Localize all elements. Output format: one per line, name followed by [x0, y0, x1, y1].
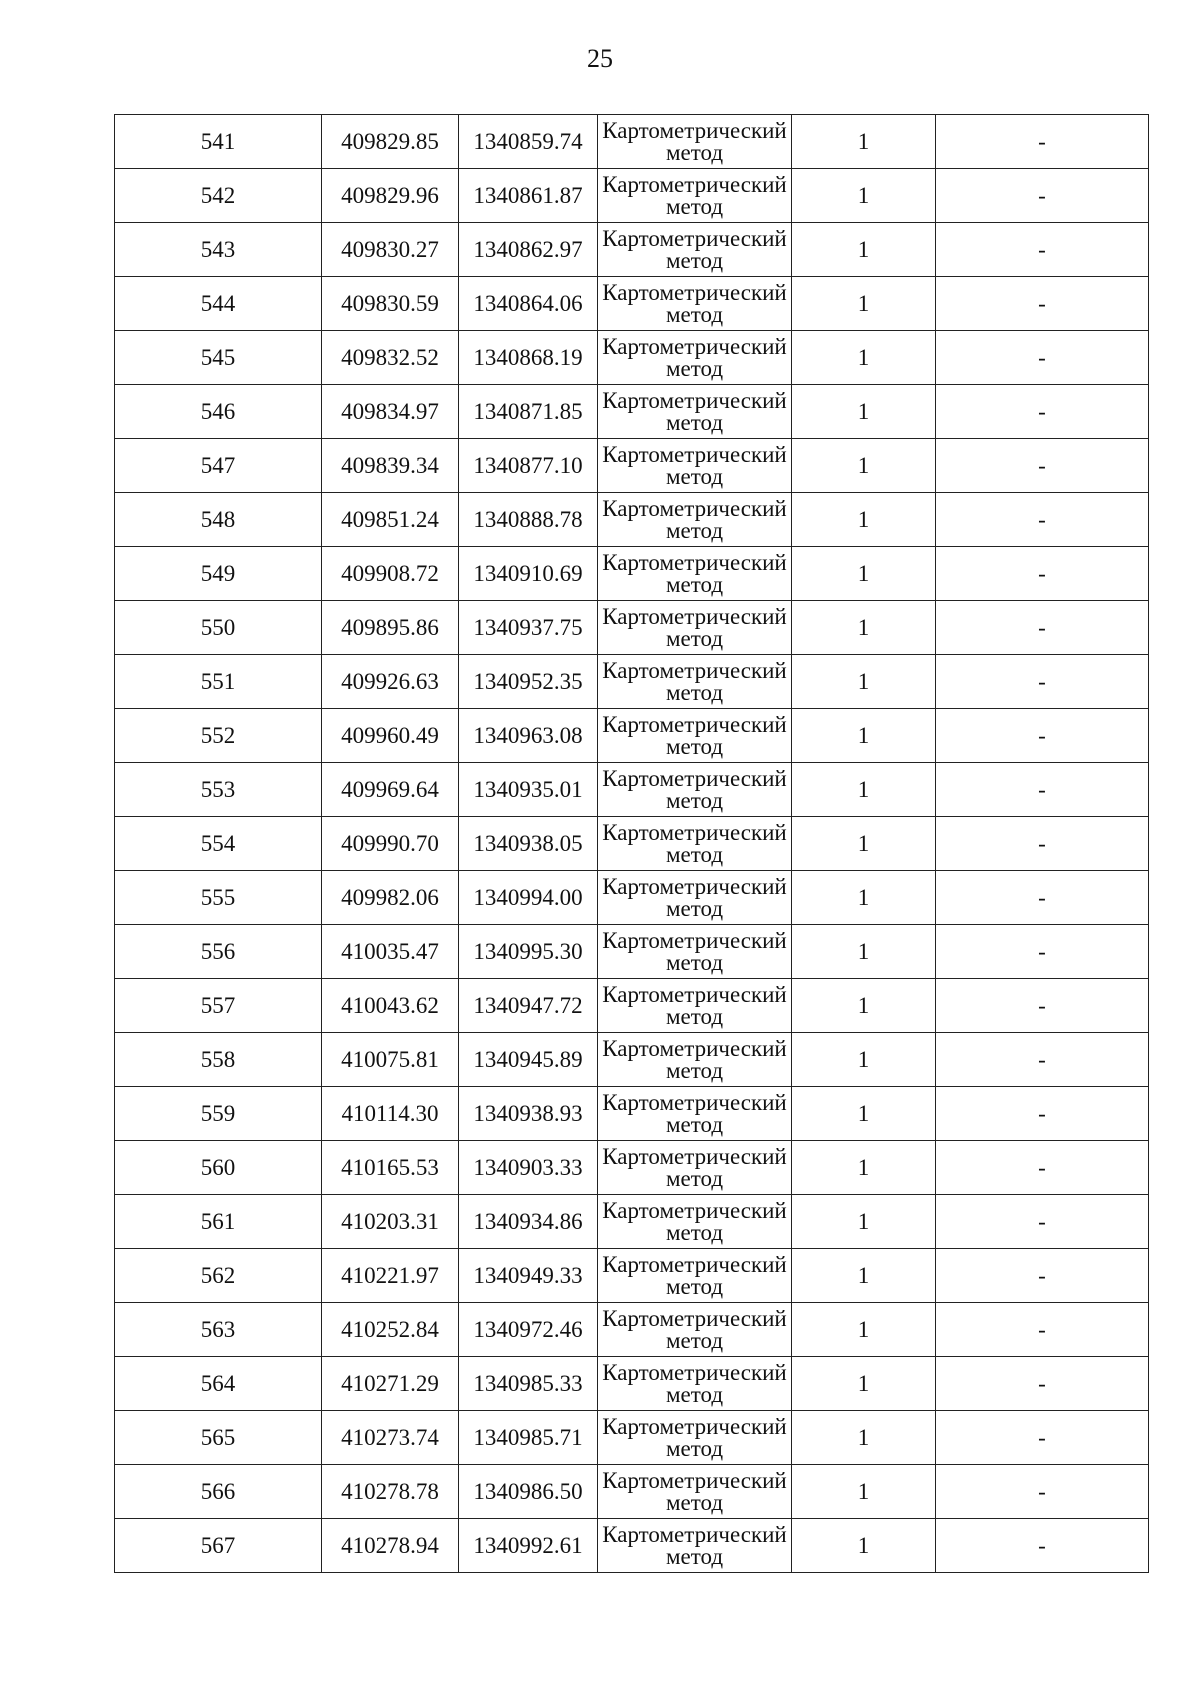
- x-coordinate-cell: 410278.78: [322, 1465, 459, 1519]
- y-coordinate-cell: 1340934.86: [459, 1195, 598, 1249]
- y-coordinate-cell: 1340862.97: [459, 223, 598, 277]
- note-cell: -: [936, 817, 1149, 871]
- accuracy-cell: 1: [792, 439, 936, 493]
- method-label-line1: Картометрический: [602, 549, 787, 575]
- y-coordinate-cell: 1340985.71: [459, 1411, 598, 1465]
- table-row: [115, 871, 1149, 925]
- point-number-cell: 565: [115, 1411, 322, 1465]
- x-coordinate-cell: 410278.94: [322, 1519, 459, 1573]
- x-coordinate-cell: 409832.52: [322, 331, 459, 385]
- note-cell: -: [936, 979, 1149, 1033]
- note-cell: -: [936, 1303, 1149, 1357]
- point-number-cell: 556: [115, 925, 322, 979]
- table-row: [115, 979, 1149, 1033]
- method-label-line2: метод: [665, 517, 724, 543]
- method-cell: [598, 763, 792, 817]
- table-row: [115, 1195, 1149, 1249]
- table-row: [115, 601, 1149, 655]
- method-label-line2: метод: [665, 1111, 724, 1137]
- point-number-cell: 549: [115, 547, 322, 601]
- accuracy-cell: 1: [792, 1519, 936, 1573]
- method-label-line2: метод: [665, 733, 724, 759]
- table-row: [115, 169, 1149, 223]
- x-coordinate-cell: 410165.53: [322, 1141, 459, 1195]
- y-coordinate-cell: 1340871.85: [459, 385, 598, 439]
- note-cell: -: [936, 1357, 1149, 1411]
- page-number: 25: [587, 44, 613, 73]
- table-row: [115, 277, 1149, 331]
- accuracy-cell: 1: [792, 277, 936, 331]
- method-label-line1: Картометрический: [602, 1197, 787, 1223]
- y-coordinate-cell: 1340995.30: [459, 925, 598, 979]
- method-label-line2: метод: [665, 1057, 724, 1083]
- method-label-line1: Картометрический: [602, 1521, 787, 1547]
- point-number-cell: 546: [115, 385, 322, 439]
- point-number-cell: 564: [115, 1357, 322, 1411]
- x-coordinate-cell: 410043.62: [322, 979, 459, 1033]
- method-label-line1: Картометрический: [602, 981, 787, 1007]
- y-coordinate-cell: 1340972.46: [459, 1303, 598, 1357]
- x-coordinate-cell: 409830.59: [322, 277, 459, 331]
- accuracy-cell: 1: [792, 817, 936, 871]
- method-label-line1: Картометрический: [602, 819, 787, 845]
- point-number-cell: 561: [115, 1195, 322, 1249]
- method-label-line2: метод: [665, 787, 724, 813]
- method-label-line1: Картометрический: [602, 1251, 787, 1277]
- method-label-line2: метод: [665, 409, 724, 435]
- y-coordinate-cell: 1340861.87: [459, 169, 598, 223]
- method-cell: [598, 925, 792, 979]
- method-cell: [598, 223, 792, 277]
- method-label-line2: метод: [665, 1273, 724, 1299]
- note-cell: -: [936, 1195, 1149, 1249]
- x-coordinate-cell: 410075.81: [322, 1033, 459, 1087]
- method-cell: [598, 1411, 792, 1465]
- y-coordinate-cell: 1340938.93: [459, 1087, 598, 1141]
- y-coordinate-cell: 1340903.33: [459, 1141, 598, 1195]
- method-cell: [598, 979, 792, 1033]
- method-label-line2: метод: [665, 1435, 724, 1461]
- accuracy-cell: 1: [792, 1195, 936, 1249]
- table-row: [115, 1357, 1149, 1411]
- method-label-line2: метод: [665, 1003, 724, 1029]
- method-cell: [598, 655, 792, 709]
- point-number-cell: 544: [115, 277, 322, 331]
- method-label-line1: Картометрический: [602, 495, 787, 521]
- x-coordinate-cell: 410035.47: [322, 925, 459, 979]
- method-label-line1: Картометрический: [602, 279, 787, 305]
- note-cell: -: [936, 655, 1149, 709]
- method-label-line1: Картометрический: [602, 117, 787, 143]
- accuracy-cell: 1: [792, 979, 936, 1033]
- x-coordinate-cell: 409839.34: [322, 439, 459, 493]
- table-row: [115, 763, 1149, 817]
- method-label-line1: Картометрический: [602, 873, 787, 899]
- x-coordinate-cell: 409829.85: [322, 115, 459, 169]
- point-number-cell: 558: [115, 1033, 322, 1087]
- method-label-line1: Картометрический: [602, 171, 787, 197]
- point-number-cell: 545: [115, 331, 322, 385]
- x-coordinate-cell: 409834.97: [322, 385, 459, 439]
- y-coordinate-cell: 1340859.74: [459, 115, 598, 169]
- point-number-cell: 554: [115, 817, 322, 871]
- method-cell: [598, 331, 792, 385]
- accuracy-cell: 1: [792, 385, 936, 439]
- x-coordinate-cell: 409969.64: [322, 763, 459, 817]
- accuracy-cell: 1: [792, 1141, 936, 1195]
- table-row: [115, 1465, 1149, 1519]
- table-row: [115, 1411, 1149, 1465]
- method-label-line1: Картометрический: [602, 225, 787, 251]
- method-label-line2: метод: [665, 1219, 724, 1245]
- x-coordinate-cell: 409895.86: [322, 601, 459, 655]
- point-number-cell: 562: [115, 1249, 322, 1303]
- method-label-line1: Картометрический: [602, 1467, 787, 1493]
- table-row: [115, 925, 1149, 979]
- note-cell: -: [936, 709, 1149, 763]
- table-row: [115, 1303, 1149, 1357]
- method-label-line2: метод: [665, 463, 724, 489]
- accuracy-cell: 1: [792, 1087, 936, 1141]
- point-number-cell: 555: [115, 871, 322, 925]
- note-cell: -: [936, 169, 1149, 223]
- point-number-cell: 541: [115, 115, 322, 169]
- note-cell: -: [936, 493, 1149, 547]
- point-number-cell: 543: [115, 223, 322, 277]
- y-coordinate-cell: 1340877.10: [459, 439, 598, 493]
- method-cell: [598, 169, 792, 223]
- note-cell: -: [936, 331, 1149, 385]
- method-cell: [598, 385, 792, 439]
- method-cell: [598, 1357, 792, 1411]
- y-coordinate-cell: 1340986.50: [459, 1465, 598, 1519]
- method-label-line1: Картометрический: [602, 1035, 787, 1061]
- method-label-line1: Картометрический: [602, 927, 787, 953]
- table-row: [115, 817, 1149, 871]
- y-coordinate-cell: 1340910.69: [459, 547, 598, 601]
- accuracy-cell: 1: [792, 1465, 936, 1519]
- method-label-line1: Картометрический: [602, 387, 787, 413]
- y-coordinate-cell: 1340868.19: [459, 331, 598, 385]
- point-number-cell: 550: [115, 601, 322, 655]
- y-coordinate-cell: 1340963.08: [459, 709, 598, 763]
- method-label-line1: Картометрический: [602, 441, 787, 467]
- method-label-line1: Картометрический: [602, 333, 787, 359]
- table-row: [115, 493, 1149, 547]
- accuracy-cell: 1: [792, 763, 936, 817]
- method-label-line1: Картометрический: [602, 1143, 787, 1169]
- method-cell: [598, 1303, 792, 1357]
- point-number-cell: 563: [115, 1303, 322, 1357]
- table-row: [115, 1249, 1149, 1303]
- method-cell: [598, 1519, 792, 1573]
- method-label-line2: метод: [665, 139, 724, 165]
- method-cell: [598, 493, 792, 547]
- y-coordinate-cell: 1340992.61: [459, 1519, 598, 1573]
- y-coordinate-cell: 1340952.35: [459, 655, 598, 709]
- method-label-line2: метод: [665, 841, 724, 867]
- point-number-cell: 559: [115, 1087, 322, 1141]
- method-label-line2: метод: [665, 625, 724, 651]
- coordinates-table: [114, 114, 1149, 1573]
- note-cell: -: [936, 1465, 1149, 1519]
- table-row: [115, 1087, 1149, 1141]
- method-cell: [598, 601, 792, 655]
- y-coordinate-cell: 1340945.89: [459, 1033, 598, 1087]
- y-coordinate-cell: 1340864.06: [459, 277, 598, 331]
- x-coordinate-cell: 409926.63: [322, 655, 459, 709]
- table-row: [115, 1519, 1149, 1573]
- method-label-line1: Картометрический: [602, 765, 787, 791]
- method-cell: [598, 1465, 792, 1519]
- accuracy-cell: 1: [792, 169, 936, 223]
- point-number-cell: 567: [115, 1519, 322, 1573]
- note-cell: -: [936, 1519, 1149, 1573]
- note-cell: -: [936, 223, 1149, 277]
- point-number-cell: 551: [115, 655, 322, 709]
- x-coordinate-cell: 410203.31: [322, 1195, 459, 1249]
- table-row: [115, 1141, 1149, 1195]
- x-coordinate-cell: 409960.49: [322, 709, 459, 763]
- note-cell: -: [936, 1087, 1149, 1141]
- method-label-line1: Картометрический: [602, 1359, 787, 1385]
- accuracy-cell: 1: [792, 655, 936, 709]
- accuracy-cell: 1: [792, 493, 936, 547]
- method-label-line1: Картометрический: [602, 1305, 787, 1331]
- accuracy-cell: 1: [792, 1357, 936, 1411]
- accuracy-cell: 1: [792, 1411, 936, 1465]
- method-label-line1: Картометрический: [602, 603, 787, 629]
- method-label-line2: метод: [665, 1381, 724, 1407]
- note-cell: -: [936, 925, 1149, 979]
- note-cell: -: [936, 1033, 1149, 1087]
- note-cell: -: [936, 547, 1149, 601]
- note-cell: -: [936, 385, 1149, 439]
- note-cell: -: [936, 1141, 1149, 1195]
- point-number-cell: 557: [115, 979, 322, 1033]
- table-row: [115, 709, 1149, 763]
- method-cell: [598, 871, 792, 925]
- note-cell: -: [936, 439, 1149, 493]
- method-cell: [598, 277, 792, 331]
- y-coordinate-cell: 1340994.00: [459, 871, 598, 925]
- point-number-cell: 547: [115, 439, 322, 493]
- x-coordinate-cell: 410271.29: [322, 1357, 459, 1411]
- table-row: [115, 439, 1149, 493]
- method-label-line2: метод: [665, 1489, 724, 1515]
- method-label-line1: Картометрический: [602, 657, 787, 683]
- x-coordinate-cell: 409851.24: [322, 493, 459, 547]
- accuracy-cell: 1: [792, 709, 936, 763]
- method-cell: [598, 1195, 792, 1249]
- table-row: [115, 223, 1149, 277]
- point-number-cell: 566: [115, 1465, 322, 1519]
- method-label-line2: метод: [665, 247, 724, 273]
- method-cell: [598, 817, 792, 871]
- y-coordinate-cell: 1340937.75: [459, 601, 598, 655]
- note-cell: -: [936, 115, 1149, 169]
- method-cell: [598, 1033, 792, 1087]
- x-coordinate-cell: 410252.84: [322, 1303, 459, 1357]
- x-coordinate-cell: 409830.27: [322, 223, 459, 277]
- accuracy-cell: 1: [792, 871, 936, 925]
- accuracy-cell: 1: [792, 1249, 936, 1303]
- x-coordinate-cell: 409990.70: [322, 817, 459, 871]
- method-label-line2: метод: [665, 1327, 724, 1353]
- table-row: [115, 331, 1149, 385]
- x-coordinate-cell: 410114.30: [322, 1087, 459, 1141]
- table-row: [115, 1033, 1149, 1087]
- method-label-line2: метод: [665, 193, 724, 219]
- accuracy-cell: 1: [792, 925, 936, 979]
- method-label-line2: метод: [665, 301, 724, 327]
- x-coordinate-cell: 409908.72: [322, 547, 459, 601]
- y-coordinate-cell: 1340985.33: [459, 1357, 598, 1411]
- y-coordinate-cell: 1340947.72: [459, 979, 598, 1033]
- method-label-line2: метод: [665, 949, 724, 975]
- method-cell: [598, 1087, 792, 1141]
- method-cell: [598, 547, 792, 601]
- accuracy-cell: 1: [792, 331, 936, 385]
- method-label-line2: метод: [665, 679, 724, 705]
- point-number-cell: 548: [115, 493, 322, 547]
- note-cell: -: [936, 763, 1149, 817]
- accuracy-cell: 1: [792, 547, 936, 601]
- method-cell: [598, 709, 792, 763]
- method-label-line1: Картометрический: [602, 1089, 787, 1115]
- table-row: [115, 547, 1149, 601]
- method-label-line2: метод: [665, 355, 724, 381]
- note-cell: -: [936, 1411, 1149, 1465]
- note-cell: -: [936, 601, 1149, 655]
- method-label-line2: метод: [665, 895, 724, 921]
- y-coordinate-cell: 1340935.01: [459, 763, 598, 817]
- point-number-cell: 542: [115, 169, 322, 223]
- method-cell: [598, 1141, 792, 1195]
- note-cell: -: [936, 1249, 1149, 1303]
- method-label-line2: метод: [665, 1543, 724, 1569]
- table-row: [115, 655, 1149, 709]
- y-coordinate-cell: 1340938.05: [459, 817, 598, 871]
- point-number-cell: 560: [115, 1141, 322, 1195]
- method-label-line1: Картометрический: [602, 711, 787, 737]
- point-number-cell: 553: [115, 763, 322, 817]
- y-coordinate-cell: 1340888.78: [459, 493, 598, 547]
- note-cell: -: [936, 871, 1149, 925]
- method-label-line2: метод: [665, 571, 724, 597]
- x-coordinate-cell: 410273.74: [322, 1411, 459, 1465]
- accuracy-cell: 1: [792, 115, 936, 169]
- method-cell: [598, 439, 792, 493]
- accuracy-cell: 1: [792, 1303, 936, 1357]
- method-label-line2: метод: [665, 1165, 724, 1191]
- note-cell: -: [936, 277, 1149, 331]
- accuracy-cell: 1: [792, 1033, 936, 1087]
- accuracy-cell: 1: [792, 223, 936, 277]
- method-label-line1: Картометрический: [602, 1413, 787, 1439]
- x-coordinate-cell: 409982.06: [322, 871, 459, 925]
- method-cell: [598, 1249, 792, 1303]
- table-row: [115, 115, 1149, 169]
- x-coordinate-cell: 410221.97: [322, 1249, 459, 1303]
- point-number-cell: 552: [115, 709, 322, 763]
- y-coordinate-cell: 1340949.33: [459, 1249, 598, 1303]
- x-coordinate-cell: 409829.96: [322, 169, 459, 223]
- accuracy-cell: 1: [792, 601, 936, 655]
- table-row: [115, 385, 1149, 439]
- method-cell: [598, 115, 792, 169]
